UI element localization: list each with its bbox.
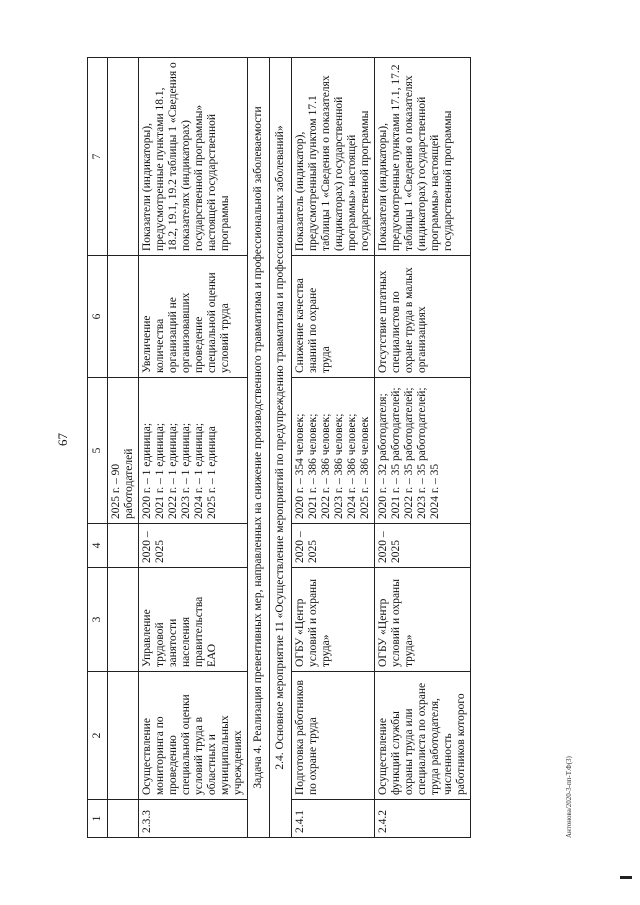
column-header: 4 (88, 524, 108, 568)
event-result: Снижение качества знаний по охране труда (292, 256, 375, 378)
row-number: 2.4.2 (375, 800, 471, 838)
rotated-page-content (87, 58, 583, 838)
column-header: 2 (88, 672, 108, 800)
table-row (375, 58, 471, 838)
event-period: 2020 – 2025 (139, 524, 248, 568)
column-header: 3 (88, 568, 108, 672)
document-stamp: Антонова/2020-3-пп-Т.Ф(3) (565, 756, 573, 838)
column-header: 7 (88, 58, 108, 256)
event-name: Подготовка работников по охране труда (292, 672, 375, 800)
event-values: 2020 г. – 32 работодателя; 2021 г. – 35 работодателей; 2022 г. – 35 работодателей; 2023 г. – 35 работодателей; 2024 г. – 35 (375, 378, 471, 524)
event-indicator: Показатель (индикатор), предусмотренный пунктом 17.1 таблицы 1 «Сведения о показателях (индикаторах) государственной программы» настоящей государственной программы (292, 58, 375, 256)
column-header: 6 (88, 256, 108, 378)
event-result: Отсутствие штатных специалистов по охране труда в малых организациях (375, 256, 471, 378)
event-period: 2020 – 2025 (292, 524, 375, 568)
table-cell (108, 58, 139, 256)
table-row (139, 58, 248, 838)
table-cell (108, 568, 139, 672)
table-cell (108, 256, 139, 378)
header-row (88, 58, 108, 838)
task-heading-row (248, 58, 270, 838)
page-number: 67 (55, 433, 70, 446)
event-values: 2020 г. – 1 единица; 2021 г. – 1 единица; 2022 г. – 1 единица; 2023 г. – 1 единица; 2024 г. – 1 единица; 2025 г. – 1 единица (139, 378, 248, 524)
event-period: 2020 – 2025 (375, 524, 471, 568)
event-indicator: Показатели (индикаторы), предусмотренные пунктами 18.1, 18.2, 19.1, 19.2 таблицы 1 «Сведения о показателях (индикаторах) государственной программы» настоящей государственной программы (139, 58, 248, 256)
event-executor: ОГБУ «Центр условий и охраны труда» (292, 568, 375, 672)
table-cell (108, 800, 139, 838)
program-events-table (87, 57, 471, 838)
table-row (292, 58, 375, 838)
event-heading: 2.4. Основное мероприятие 11 «Осуществление мероприятий по предупреждению травматизма и профессиональных заболеваний» (270, 58, 292, 838)
event-name: Осуществление мониторинга по проведению специальной оценки условий труда в областных и муниципальных учреждениях (139, 672, 248, 800)
event-executor: ОГБУ «Центр условий и охраны труда» (375, 568, 471, 672)
table-cell (108, 672, 139, 800)
event-name: Осуществление функций службы охраны труда или специалиста по охране труда работодателя, численность работников которого (375, 672, 471, 800)
event-result: Увеличение количества организаций не организовавших проведение специальной оценки условий труда (139, 256, 248, 378)
event-heading-row (270, 58, 292, 838)
task-heading: Задача 4. Реализация превентивных мер, направленных на снижение производственного травматизма и профессиональной заболеваемости (248, 58, 270, 838)
event-values: 2020 г. – 354 человек; 2021 г. – 386 человек; 2022 г. – 386 человек; 2023 г. – 386 человек; 2024 г. – 386 человек; 2025 г. – 386 человек (292, 378, 375, 524)
scan-mark (620, 876, 632, 879)
continuation-values: 2025 г. – 90 работодателей (108, 378, 139, 524)
event-indicator: Показатели (индикаторы), предусмотренные пунктами 17.1, 17.2 таблицы 1 «Сведения о показателях (индикаторах) государственной программы» настоящей государственной программы (375, 58, 471, 256)
table-cell (108, 524, 139, 568)
column-header: 5 (88, 378, 108, 524)
column-header: 1 (88, 800, 108, 838)
row-number: 2.4.1 (292, 800, 375, 838)
row-number: 2.3.3 (139, 800, 248, 838)
continuation-row (108, 58, 139, 838)
event-executor: Управление трудовой занятости населения правительства ЕАО (139, 568, 248, 672)
